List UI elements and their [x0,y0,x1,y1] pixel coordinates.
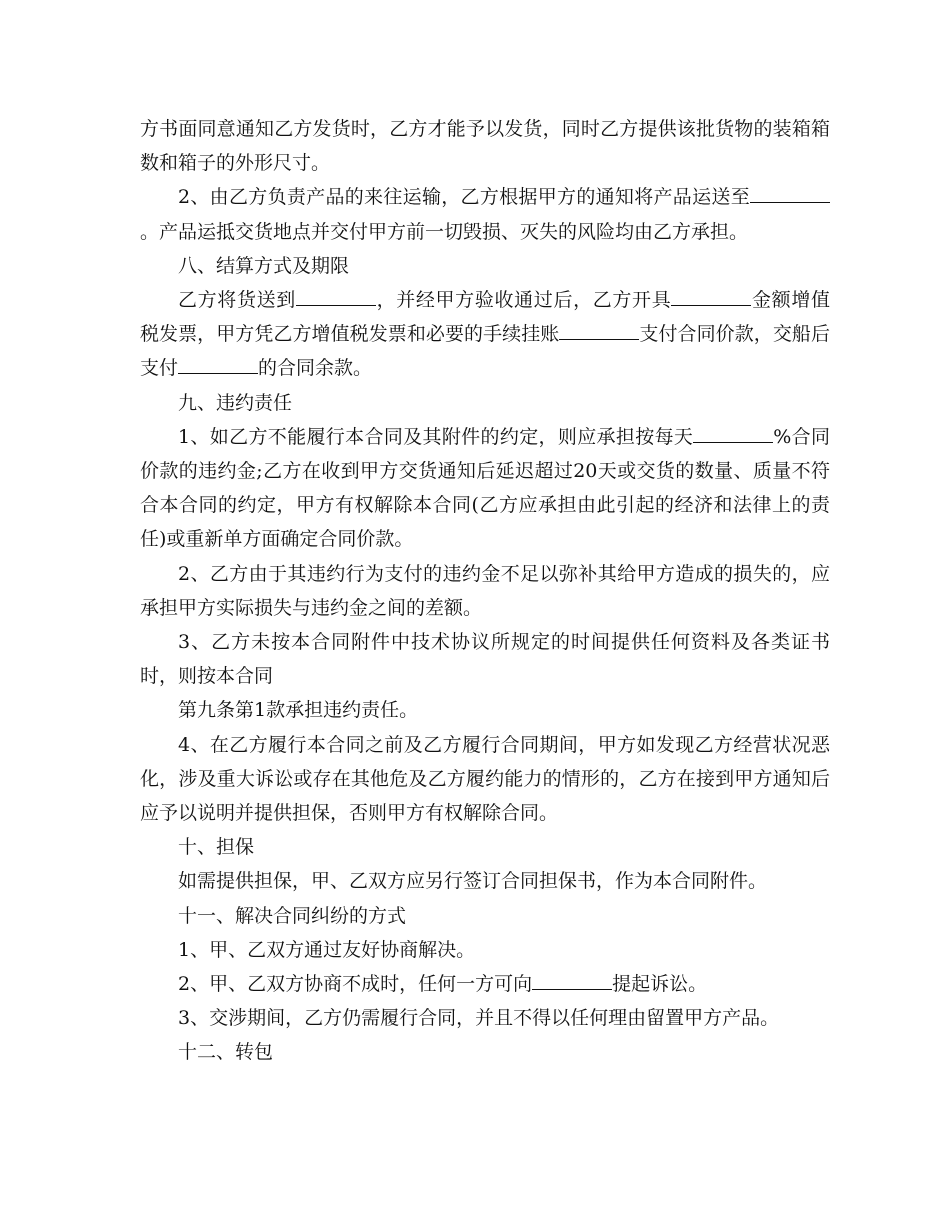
fill-in-blank [559,321,639,340]
paragraph-text: 2、由乙方负责产品的来往运输，乙方根据甲方的通知将产品运送至 [178,186,750,209]
paragraph [140,180,830,248]
fill-in-blank [693,424,773,443]
paragraph-text: 4、在乙方履行本合同之前及乙方履行合同期间，甲方如发现乙方经营状况恶化，涉及重大诉讼或存在其他危及乙方履约能力的情形的，乙方在接到甲方通知后应予以说明并提供担保，否则甲方有权解除合同。 [140,733,830,825]
paragraph-text: 金额增值税发票，甲方凭乙方增值税发票和必要的手续挂账 [140,289,830,346]
paragraph-text: 提起诉讼。 [612,973,708,996]
paragraph [140,420,830,557]
paragraph-text: %合同价款的违约金;乙方在收到甲方交货通知后延迟超过20天或交货的数量、质量不符合本合同的约定，甲方有权解除本合同(乙方应承担由此引起的经济和法律上的责任)或重新单方面确定合同价款。 [140,425,830,551]
section-heading [140,830,830,864]
heading-text: 十二、转包 [178,1041,274,1064]
fill-in-blank [178,355,258,374]
paragraph-text: 1、如乙方不能履行本合同及其附件的约定，则应承担按每天 [178,425,694,448]
paragraph-text: 2、乙方由于其违约行为支付的违约金不足以弥补其给甲方造成的损失的，应承担甲方实际损失与违约金之间的差额。 [140,562,830,619]
paragraph [140,933,830,967]
paragraph [140,693,830,727]
fill-in-blank [296,287,376,306]
heading-text: 十、担保 [178,836,255,859]
paragraph-text: ，并经甲方验收通过后，乙方开具 [375,289,672,312]
paragraph-text: 如需提供担保，甲、乙双方应另行签订合同担保书，作为本合同附件。 [178,870,768,893]
paragraph-text: 第九条第1款承担违约责任。 [178,699,419,722]
fill-in-blank [750,184,830,203]
document-page [140,112,830,1070]
section-heading [140,249,830,283]
paragraph [140,967,830,1001]
fill-in-blank [671,287,751,306]
paragraph [140,112,830,180]
paragraph-text: 3、乙方未按本合同附件中技术协议所规定的时间提供任何资料及各类证书时，则按本合同 [140,631,830,688]
paragraph-text: 1、甲、乙双方通过友好协商解决。 [178,938,476,961]
paragraph [140,625,830,693]
heading-text: 十一、解决合同纠纷的方式 [178,904,407,927]
paragraph-text: 3、交涉期间，乙方仍需履行合同，并且不得以任何理由留置甲方产品。 [178,1007,780,1030]
section-heading [140,1035,830,1069]
paragraph-text: 2、甲、乙双方协商不成时，任何一方可向 [178,973,533,996]
paragraph [140,864,830,898]
paragraph [140,283,830,386]
paragraph-text: 方书面同意通知乙方发货时，乙方才能予以发货，同时乙方提供该批货物的装箱箱数和箱子的外形尺寸。 [140,118,830,175]
fill-in-blank [532,971,612,990]
heading-text: 九、违约责任 [178,391,293,414]
paragraph [140,557,830,625]
section-heading [140,899,830,933]
paragraph-text: 乙方将货送到 [178,289,296,312]
paragraph [140,1001,830,1035]
paragraph-text: 支付合同价款，交船后支付 [140,323,830,380]
paragraph-text: 的合同余款。 [258,357,373,380]
paragraph [140,728,830,831]
section-heading [140,386,830,420]
heading-text: 八、结算方式及期限 [178,254,350,277]
paragraph-text: 。产品运抵交货地点并交付甲方前一切毁损、灭失的风险均由乙方承担。 [140,220,749,243]
